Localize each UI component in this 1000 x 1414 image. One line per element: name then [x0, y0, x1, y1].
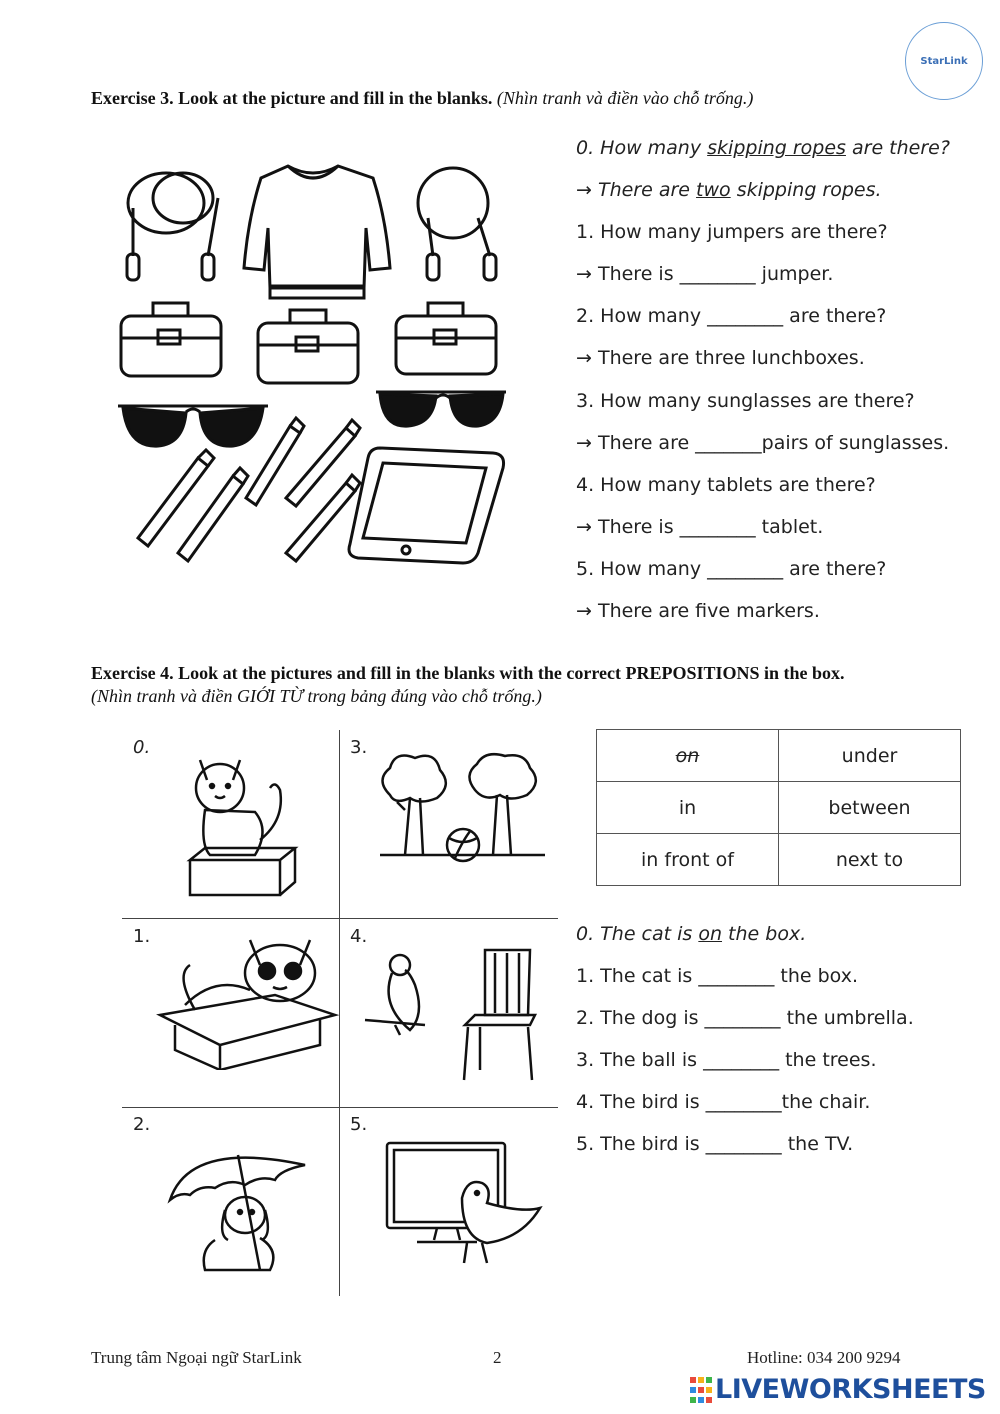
ex3-line: 1. How many jumpers are there?: [576, 221, 888, 243]
prepositions-table: [596, 729, 961, 886]
skipping-rope-icon: [127, 173, 218, 280]
logo-text: StarLink: [920, 55, 968, 67]
grid-label: 4.: [350, 926, 368, 947]
liveworksheets-logo-icon: [690, 1377, 712, 1403]
footer-hotline: Hotline: 034 200 9294: [747, 1348, 901, 1367]
grid-label: 2.: [133, 1114, 151, 1135]
ex3-line: 5. How many ________ are there?: [576, 558, 887, 580]
lunchbox-icon: [396, 303, 496, 374]
ex4-line: 5. The bird is ________ the TV.: [576, 1133, 854, 1155]
ex3-line: → There are three lunchboxes.: [576, 347, 865, 369]
ex4-title-vi: (Nhìn tranh và điền GIỚI TỪ trong bảng đúng vào chỗ trống.): [91, 686, 542, 706]
ex4-line: 3. The ball is ________ the trees.: [576, 1049, 877, 1071]
chair-icon: [464, 950, 535, 1080]
bird-next-to-chair-picture: [360, 945, 545, 1085]
sunglasses-icon: [376, 392, 506, 426]
cat-icon: [196, 760, 281, 855]
tree-icon: [383, 756, 446, 855]
prep-cell: in front of: [597, 834, 779, 886]
grid-label: 0.: [133, 737, 151, 758]
grid-label: 5.: [350, 1114, 368, 1135]
ex3-title: Exercise 3. Look at the picture and fill in the blanks.: [91, 88, 493, 108]
ex3-example-question: 0. How many skipping ropes are there?: [576, 137, 950, 159]
footer-page-number: 2: [493, 1348, 502, 1367]
ex3-heading: [91, 88, 753, 109]
marker-icon: [138, 450, 214, 546]
ex3-line: 2. How many ________ are there?: [576, 305, 887, 327]
dog-icon: [204, 1197, 274, 1270]
sunglasses-icon: [118, 406, 268, 446]
ex4-heading: [91, 663, 845, 684]
liveworksheets-text: LIVEWORKSHEETS: [715, 1374, 986, 1405]
ex3-title-vi: (Nhìn tranh và điền vào chỗ trống.): [496, 88, 754, 108]
marker-icon: [178, 468, 248, 561]
box-icon: [160, 995, 335, 1070]
ball-between-trees-picture: [375, 750, 550, 865]
ex3-line: → There is ________ tablet.: [576, 516, 824, 538]
marker-icon: [286, 420, 360, 506]
tablet-icon: [349, 448, 504, 563]
grid-label: 3.: [350, 737, 368, 758]
ex4-line: 4. The bird is ________the chair.: [576, 1091, 871, 1113]
prep-cell: between: [779, 782, 961, 834]
prep-cell: in: [597, 782, 779, 834]
footer-center-name: Trung tâm Ngoại ngữ StarLink: [91, 1348, 302, 1367]
prep-cell: under: [779, 730, 961, 782]
starlink-logo: [905, 22, 983, 100]
dog-under-umbrella-picture: [160, 1140, 310, 1280]
bird-icon: [365, 955, 425, 1035]
skipping-rope-icon: [418, 168, 496, 280]
grid-label: 1.: [133, 926, 151, 947]
jumper-icon: [244, 166, 390, 298]
prep-cell: next to: [779, 834, 961, 886]
ex3-line: → There are five markers.: [576, 600, 820, 622]
ex3-line: 4. How many tablets are there?: [576, 474, 876, 496]
lunchbox-icon: [258, 310, 358, 383]
ex4-line: 2. The dog is ________ the umbrella.: [576, 1007, 914, 1029]
ex4-example-sentence: 0. The cat is on the box.: [576, 923, 807, 945]
liveworksheets-brand: [690, 1374, 986, 1405]
ex3-line: 3. How many sunglasses are there?: [576, 390, 915, 412]
ex3-objects-picture: [118, 158, 508, 578]
ex3-line: → There is ________ jumper.: [576, 263, 834, 285]
prep-cell-crossed: on: [597, 730, 779, 782]
cat-on-box-picture: [185, 750, 305, 900]
bird-in-front-of-tv-picture: [382, 1138, 544, 1273]
lunchbox-icon: [121, 303, 221, 376]
ex3-line: → There are _______pairs of sunglasses.: [576, 432, 950, 454]
ex4-line: 1. The cat is ________ the box.: [576, 965, 858, 987]
cat-in-box-picture: [155, 935, 340, 1070]
bird-icon: [462, 1182, 540, 1263]
ex3-example-answer: → There are two skipping ropes.: [576, 179, 882, 201]
ex4-title: Exercise 4. Look at the pictures and fill in the blanks with the correct PREPOSITIONS in the box.: [91, 663, 845, 683]
